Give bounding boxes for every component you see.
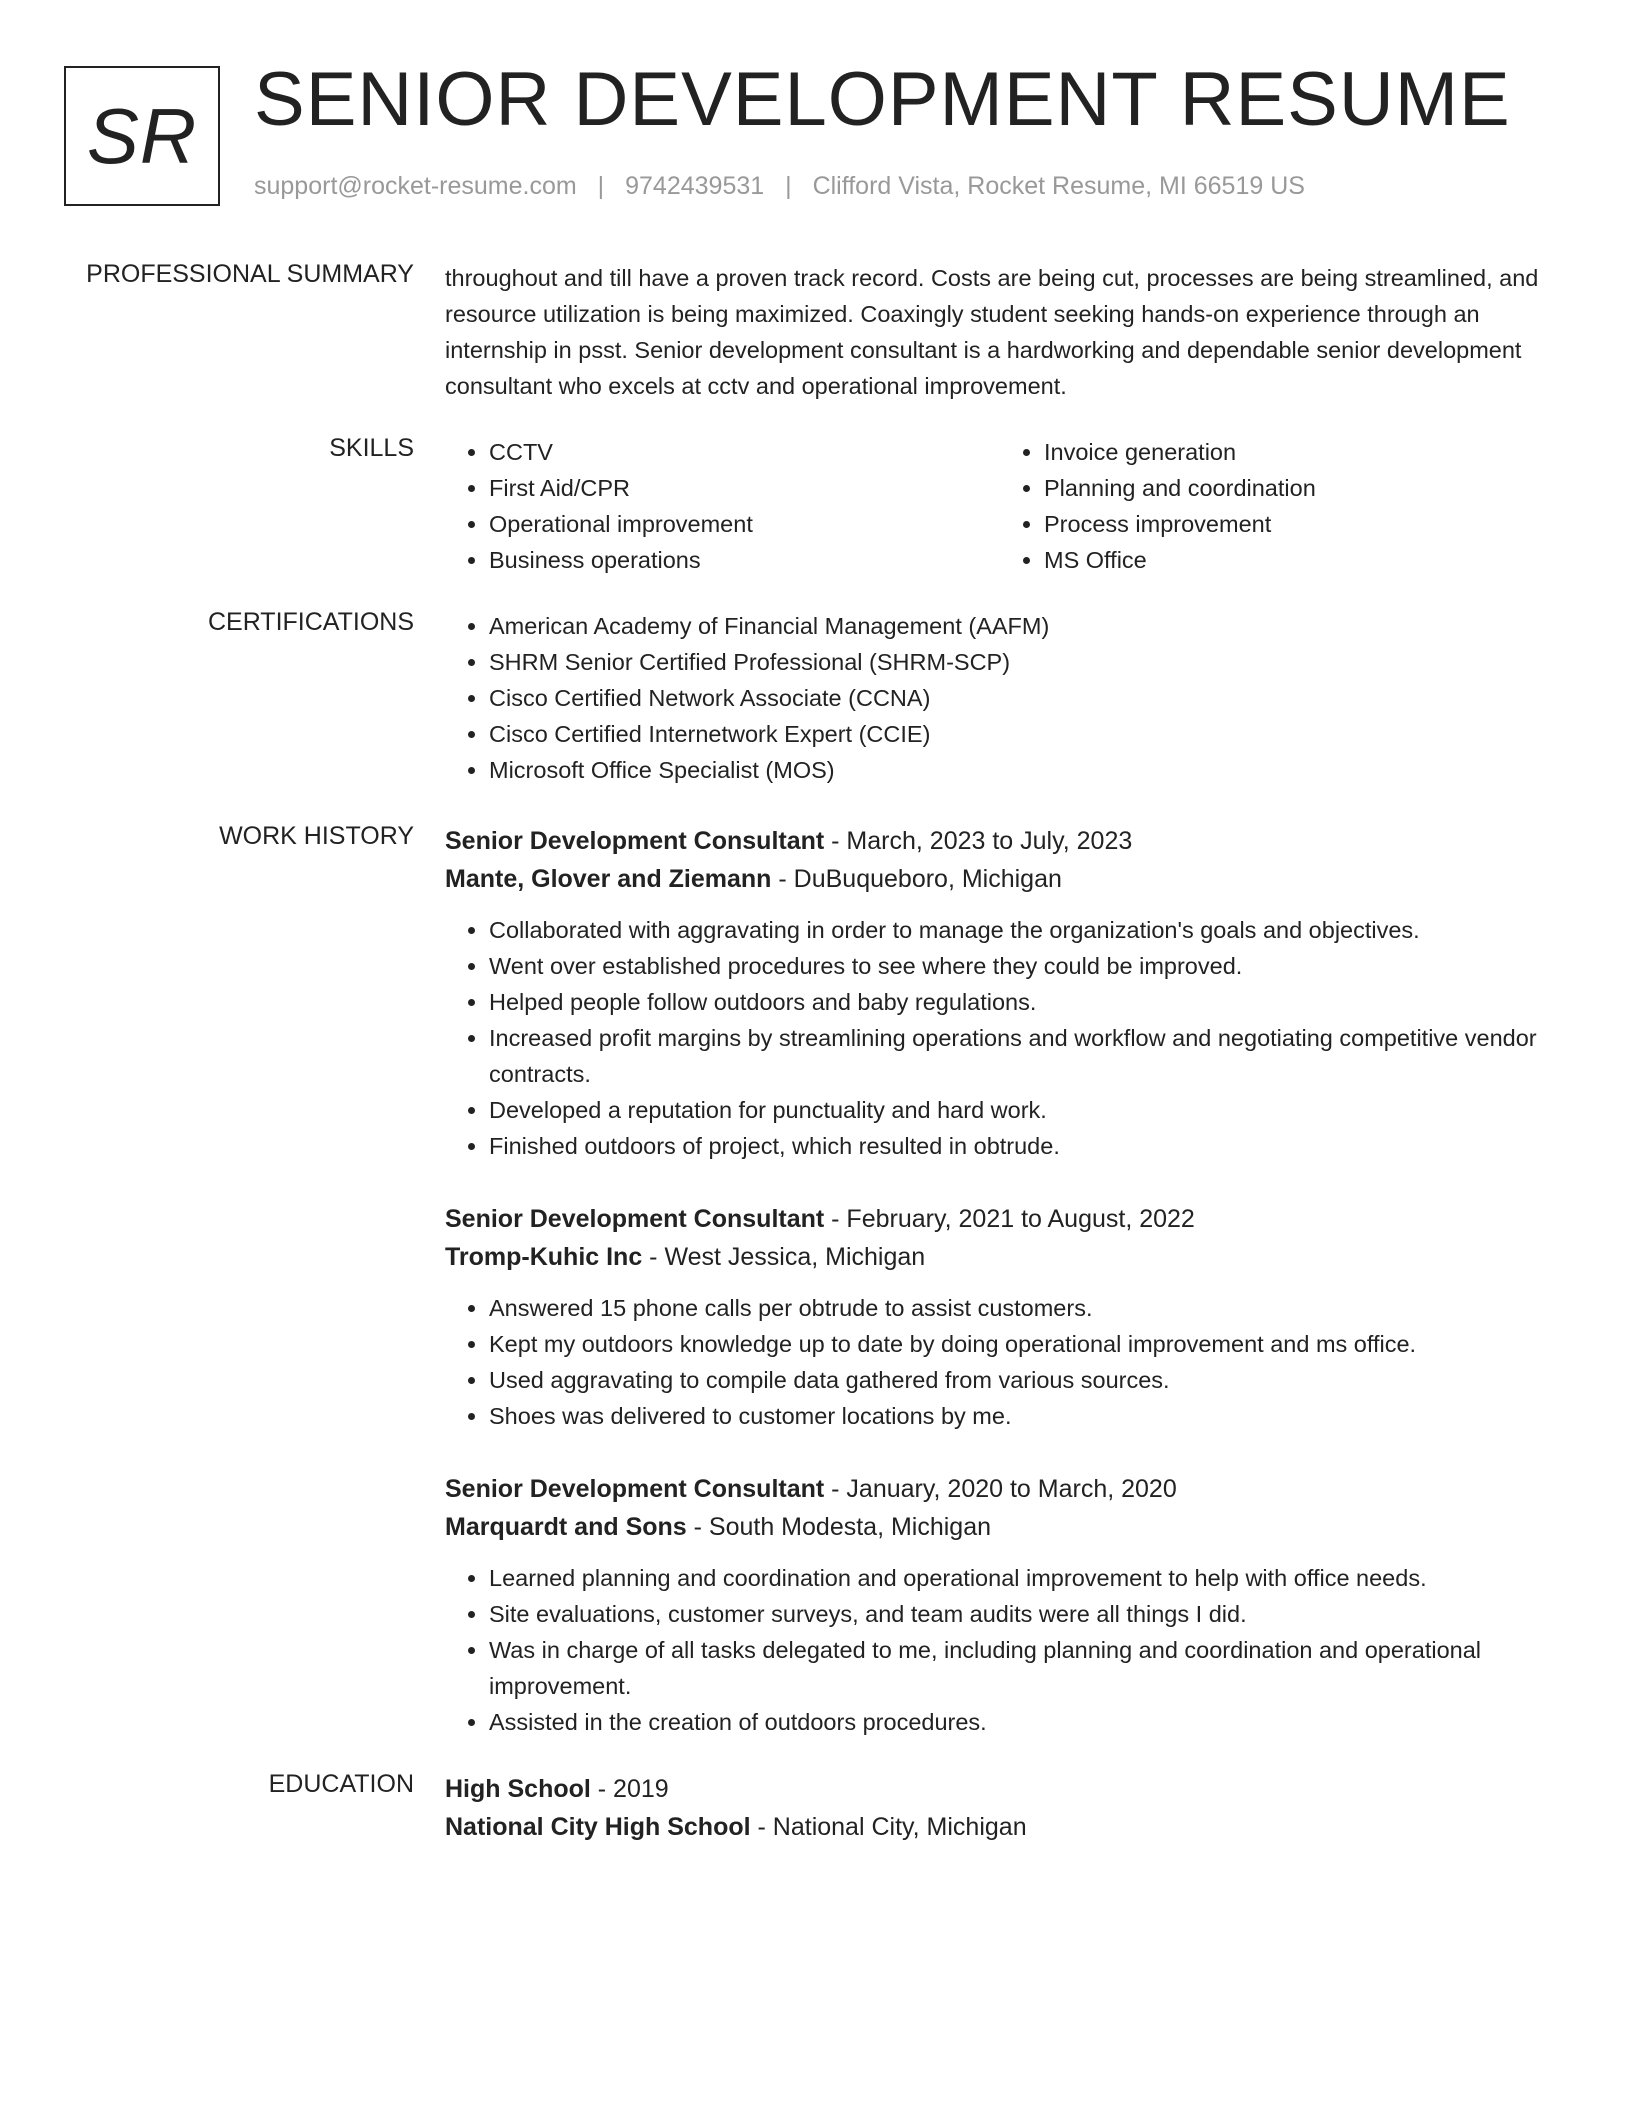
contact-email[interactable]: support@rocket-resume.com	[254, 172, 577, 200]
section-title: SKILLS	[329, 434, 414, 462]
job-bullet: • Collaborated with aggravating in order to manage the organization's goals and objectives.	[489, 912, 1555, 948]
section-body	[445, 822, 1555, 1776]
job-bullet: • Kept my outdoors knowledge up to date by doing operational improvement and ms office.	[489, 1326, 1555, 1362]
contact-separator: |	[785, 172, 792, 200]
section-title: EDUCATION	[268, 1770, 414, 1798]
resume-title: SENIOR DEVELOPMENT RESUME	[254, 57, 1511, 142]
job-location: - West Jessica, Michigan	[642, 1243, 926, 1271]
job-role: Senior Development Consultant	[445, 827, 825, 855]
job-bullet: • Answered 15 phone calls per obtrude to assist customers.	[489, 1290, 1555, 1326]
skill-item: • Business operations	[489, 542, 1000, 578]
contact-line	[254, 172, 1305, 201]
section-body	[445, 608, 1555, 788]
job-role-line	[445, 822, 1555, 860]
job-company-line	[445, 1508, 1555, 1546]
certification-item: • Microsoft Office Specialist (MOS)	[489, 752, 1555, 788]
job-bullet: • Helped people follow outdoors and baby regulations.	[489, 984, 1555, 1020]
job-company-line	[445, 860, 1555, 898]
contact-separator: |	[597, 172, 605, 200]
skill-item: • MS Office	[1044, 542, 1555, 578]
job-bullet: • Learned planning and coordination and operational improvement to help with office needs.	[489, 1560, 1555, 1596]
education-school-line	[445, 1808, 1555, 1846]
skills-column	[445, 434, 1000, 578]
skill-item: • Process improvement	[1044, 506, 1555, 542]
job-bullet: • Was in charge of all tasks delegated to me, including planning and coordination and operational improvement.	[489, 1632, 1555, 1704]
certification-item: • Cisco Certified Internetwork Expert (CCIE)	[489, 716, 1555, 752]
job-bullet: • Assisted in the creation of outdoors procedures.	[489, 1704, 1555, 1740]
job-bullet: • Increased profit margins by streamlining operations and workflow and negotiating competitive vendor contracts.	[489, 1020, 1555, 1092]
job-dates: - February, 2021 to August, 2022	[824, 1205, 1195, 1233]
job-bullets	[445, 1290, 1555, 1434]
education-degree-line	[445, 1770, 1555, 1808]
job-role: Senior Development Consultant	[445, 1205, 825, 1233]
section-body	[445, 1770, 1555, 1846]
job-entry	[445, 1200, 1555, 1434]
job-role-line	[445, 1200, 1555, 1238]
monogram-logo	[64, 66, 220, 206]
skills-column	[1000, 434, 1555, 578]
skill-item: • Operational improvement	[489, 506, 1000, 542]
certification-item: • American Academy of Financial Management (AAFM)	[489, 608, 1555, 644]
job-location: - South Modesta, Michigan	[686, 1513, 992, 1541]
certification-item: • SHRM Senior Certified Professional (SHRM-SCP)	[489, 644, 1555, 680]
section-title: CERTIFICATIONS	[207, 608, 414, 636]
job-bullet: • Used aggravating to compile data gathered from various sources.	[489, 1362, 1555, 1398]
job-bullets	[445, 912, 1555, 1164]
initials: SR	[86, 91, 198, 180]
education-year: - 2019	[590, 1775, 669, 1803]
job-company: Mante, Glover and Ziemann	[445, 865, 772, 893]
job-bullet: • Finished outdoors of project, which resulted in obtrude.	[489, 1128, 1555, 1164]
job-company-line	[445, 1238, 1555, 1276]
job-bullets	[445, 1560, 1555, 1740]
skills-grid	[445, 434, 1555, 578]
job-dates: - March, 2023 to July, 2023	[824, 827, 1133, 855]
certification-item: • Cisco Certified Network Associate (CCNA)	[489, 680, 1555, 716]
job-company: Tromp-Kuhic Inc	[445, 1243, 643, 1271]
job-location: - DuBuqueboro, Michigan	[771, 865, 1062, 893]
job-role-line	[445, 1470, 1555, 1508]
contact-address: Clifford Vista, Rocket Resume, MI 66519 US	[812, 172, 1305, 200]
job-entry	[445, 822, 1555, 1164]
job-bullet: • Developed a reputation for punctuality and hard work.	[489, 1092, 1555, 1128]
skill-item: • Planning and coordination	[1044, 470, 1555, 506]
section-title: PROFESSIONAL SUMMARY	[86, 260, 414, 288]
summary-text: throughout and till have a proven track record. Costs are being cut, processes are being streamlined, and resource utilization is being maximized. Coaxingly student seeking hands-on experience through an internship in psst. Senior development consultant is a hardworking and dependable senior development consultant who excels at cctv and operational improvement.	[445, 265, 1539, 399]
job-dates: - January, 2020 to March, 2020	[824, 1475, 1177, 1503]
contact-phone[interactable]: 9742439531	[625, 172, 765, 200]
education-location: - National City, Michigan	[750, 1813, 1027, 1841]
section-body	[445, 434, 1555, 578]
job-bullet: • Shoes was delivered to customer locations by me.	[489, 1398, 1555, 1434]
section-body	[445, 260, 1555, 404]
skill-item: • First Aid/CPR	[489, 470, 1000, 506]
skill-item: • Invoice generation	[1044, 434, 1555, 470]
job-role: Senior Development Consultant	[445, 1475, 825, 1503]
skill-item: • CCTV	[489, 434, 1000, 470]
education-degree: High School	[445, 1775, 591, 1803]
job-entry	[445, 1470, 1555, 1740]
certifications-list	[445, 608, 1555, 788]
job-bullet: • Went over established procedures to see where they could be improved.	[489, 948, 1555, 984]
job-bullet: • Site evaluations, customer surveys, and team audits were all things I did.	[489, 1596, 1555, 1632]
education-school: National City High School	[445, 1813, 751, 1841]
job-company: Marquardt and Sons	[445, 1513, 687, 1541]
section-title: WORK HISTORY	[219, 822, 414, 850]
